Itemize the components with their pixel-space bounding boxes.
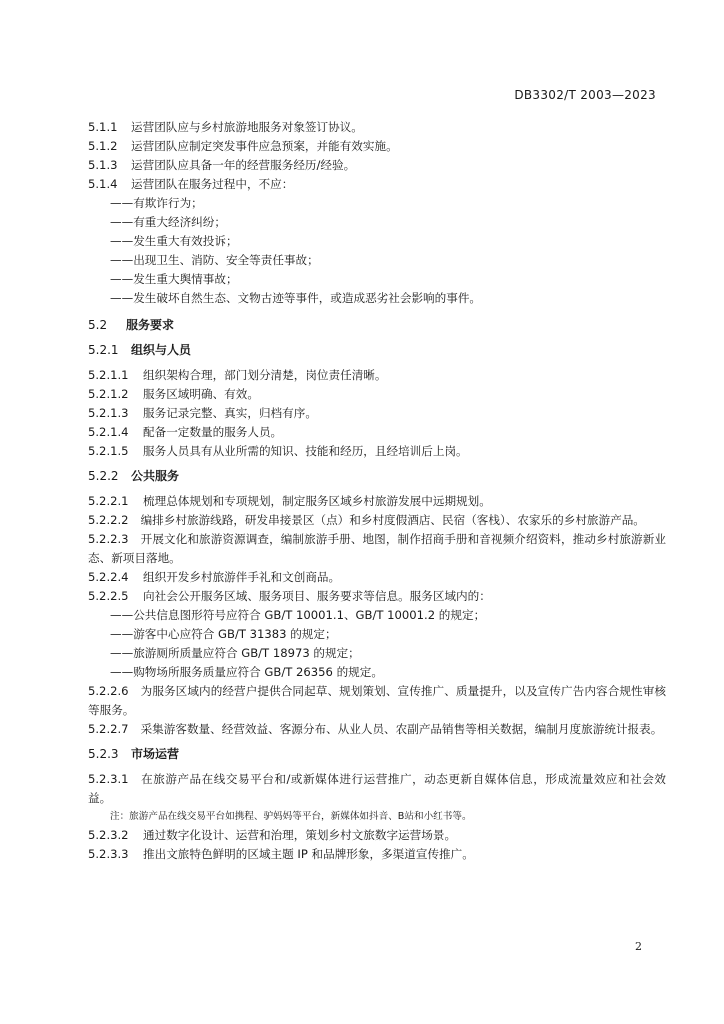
list-item: ——发生重大有效投诉； <box>110 234 238 248</box>
clause-number: 5.2.2.3 <box>88 532 129 546</box>
clause-number: 5.2.2.6 <box>88 684 129 698</box>
clause-number: 5.2.2.5 <box>88 589 129 603</box>
clause-text: 推出文旅特色鲜明的区域主题 IP 和品牌形象，多渠道宣传推广。 <box>143 847 474 861</box>
document-body <box>88 118 666 864</box>
section-number: 5.2 <box>88 318 108 332</box>
clause-5-2-3-1 <box>88 770 666 808</box>
clause-text: 梳理总体规划和专项规划，制定服务区域乡村旅游发展中远期规划。 <box>143 494 491 508</box>
clause-text: 运营团队应具备一年的经营服务经历/经验。 <box>131 158 356 172</box>
clause-number: 5.2.3.1 <box>88 772 129 786</box>
clause-number: 5.1.2 <box>88 139 118 153</box>
clause-number: 5.2.1.2 <box>88 387 129 401</box>
clause-5-2-2-3 <box>88 530 666 568</box>
clause-5-2-2-2 <box>88 511 666 530</box>
section-number: 5.2.1 <box>88 343 119 357</box>
clause-5-2-3-2 <box>88 826 666 845</box>
clause-5-1-2 <box>88 137 666 156</box>
clause-5-1-3 <box>88 156 666 175</box>
section-heading-5-2-2 <box>88 467 666 486</box>
clause-5-2-1-4 <box>88 423 666 442</box>
section-title: 公共服务 <box>131 469 180 483</box>
section-title: 组织与人员 <box>131 343 192 357</box>
clause-5-2-2-6 <box>88 682 666 720</box>
list-item: ——游客中心应符合 GB/T 31383 的规定； <box>110 627 337 641</box>
section-heading-5-2 <box>88 316 666 335</box>
section-number: 5.2.3 <box>88 747 119 761</box>
clause-text: 通过数字化设计、运营和治理，策划乡村文旅数字运营场景。 <box>143 828 457 842</box>
clause-text: 在旅游产品在线交易平台和/或新媒体进行运营推广，动态更新自媒体信息，形成流量效应和社会效益。 <box>88 772 666 805</box>
section-number: 5.2.2 <box>88 469 119 483</box>
clause-number: 5.1.1 <box>88 120 118 134</box>
clause-5-2-1-1 <box>88 366 666 385</box>
clause-text: 服务人员具有从业所需的知识、技能和经历，且经培训后上岗。 <box>143 444 468 458</box>
clause-5-2-2-5 <box>88 587 666 606</box>
clause-text: 为服务区域内的经营户提供合同起草、规划策划、宣传推广、质量提升，以及宣传广告内容合规性审核等服务。 <box>88 684 666 717</box>
clause-number: 5.1.4 <box>88 177 118 191</box>
list-item: ——旅游厕所质量应符合 GB/T 18973 的规定； <box>110 646 360 660</box>
clause-text: 编排乡村旅游线路，研发串接景区（点）和乡村度假酒店、民宿（客栈）、农家乐的乡村旅游产品。 <box>140 513 645 527</box>
clause-number: 5.2.1.4 <box>88 425 129 439</box>
clause-text: 运营团队应制定突发事件应急预案，并能有效实施。 <box>131 139 398 153</box>
note: 注：旅游产品在线交易平台如携程、驴妈妈等平台，新媒体如抖音、B站和小红书等。 <box>110 811 472 822</box>
list-item: ——发生破坏自然生态、文物古迹等事件，或造成恶劣社会影响的事件。 <box>110 291 482 305</box>
list-item: ——发生重大舆情事故； <box>110 272 238 286</box>
clause-number: 5.2.2.1 <box>88 494 129 508</box>
clause-number: 5.2.2.2 <box>88 513 129 527</box>
page-number: 2 <box>635 940 642 953</box>
clause-text: 采集游客数量、经营效益、客源分布、从业人员、农副产品销售等相关数据，编制月度旅游统计报表。 <box>140 722 663 736</box>
clause-5-1-4 <box>88 175 666 194</box>
clause-5-2-2-7 <box>88 720 666 739</box>
section-title: 服务要求 <box>126 318 175 332</box>
clause-number: 5.1.3 <box>88 158 118 172</box>
clause-text: 向社会公开服务区域、服务项目、服务要求等信息。服务区域内的： <box>143 589 491 603</box>
clause-number: 5.2.1.5 <box>88 444 129 458</box>
clause-number: 5.2.1.1 <box>88 368 129 382</box>
list-item: ——出现卫生、消防、安全等责任事故； <box>110 253 319 267</box>
clause-text: 组织开发乡村旅游伴手礼和文创商品。 <box>143 570 341 584</box>
clause-number: 5.2.3.3 <box>88 847 129 861</box>
clause-5-2-2-4 <box>88 568 666 587</box>
clause-text: 运营团队在服务过程中，不应： <box>131 177 294 191</box>
clause-5-2-1-3 <box>88 404 666 423</box>
clause-text: 服务区域明确、有效。 <box>143 387 259 401</box>
clause-number: 5.2.2.4 <box>88 570 129 584</box>
list-item: ——有欺诈行为； <box>110 196 203 210</box>
clause-text: 开展文化和旅游资源调查，编制旅游手册、地图，制作招商手册和音视频介绍资料，推动乡村旅游新业态、新项目落地。 <box>88 532 666 565</box>
clause-text: 组织架构合理，部门划分清楚，岗位责任清晰。 <box>143 368 387 382</box>
clause-5-2-2-1 <box>88 492 666 511</box>
section-heading-5-2-1 <box>88 341 666 360</box>
section-heading-5-2-3 <box>88 745 666 764</box>
clause-text: 运营团队应与乡村旅游地服务对象签订协议。 <box>131 120 363 134</box>
clause-number: 5.2.2.7 <box>88 722 129 736</box>
list-item: ——购物场所服务质量应符合 GB/T 26356 的规定。 <box>110 665 383 679</box>
section-title: 市场运营 <box>131 747 180 761</box>
clause-number: 5.2.1.3 <box>88 406 129 420</box>
clause-5-2-1-5 <box>88 442 666 461</box>
clause-5-2-1-2 <box>88 385 666 404</box>
clause-5-2-3-3 <box>88 845 666 864</box>
clause-text: 服务记录完整、真实，归档有序。 <box>143 406 317 420</box>
list-item: ——公共信息图形符号应符合 GB/T 10001.1、GB/T 10001.2 的规定； <box>110 608 486 622</box>
clause-5-1-1 <box>88 118 666 137</box>
document-code: DB3302/T 2003—2023 <box>514 88 656 102</box>
clause-number: 5.2.3.2 <box>88 828 129 842</box>
clause-text: 配备一定数量的服务人员。 <box>143 425 283 439</box>
list-item: ——有重大经济纠纷； <box>110 215 226 229</box>
